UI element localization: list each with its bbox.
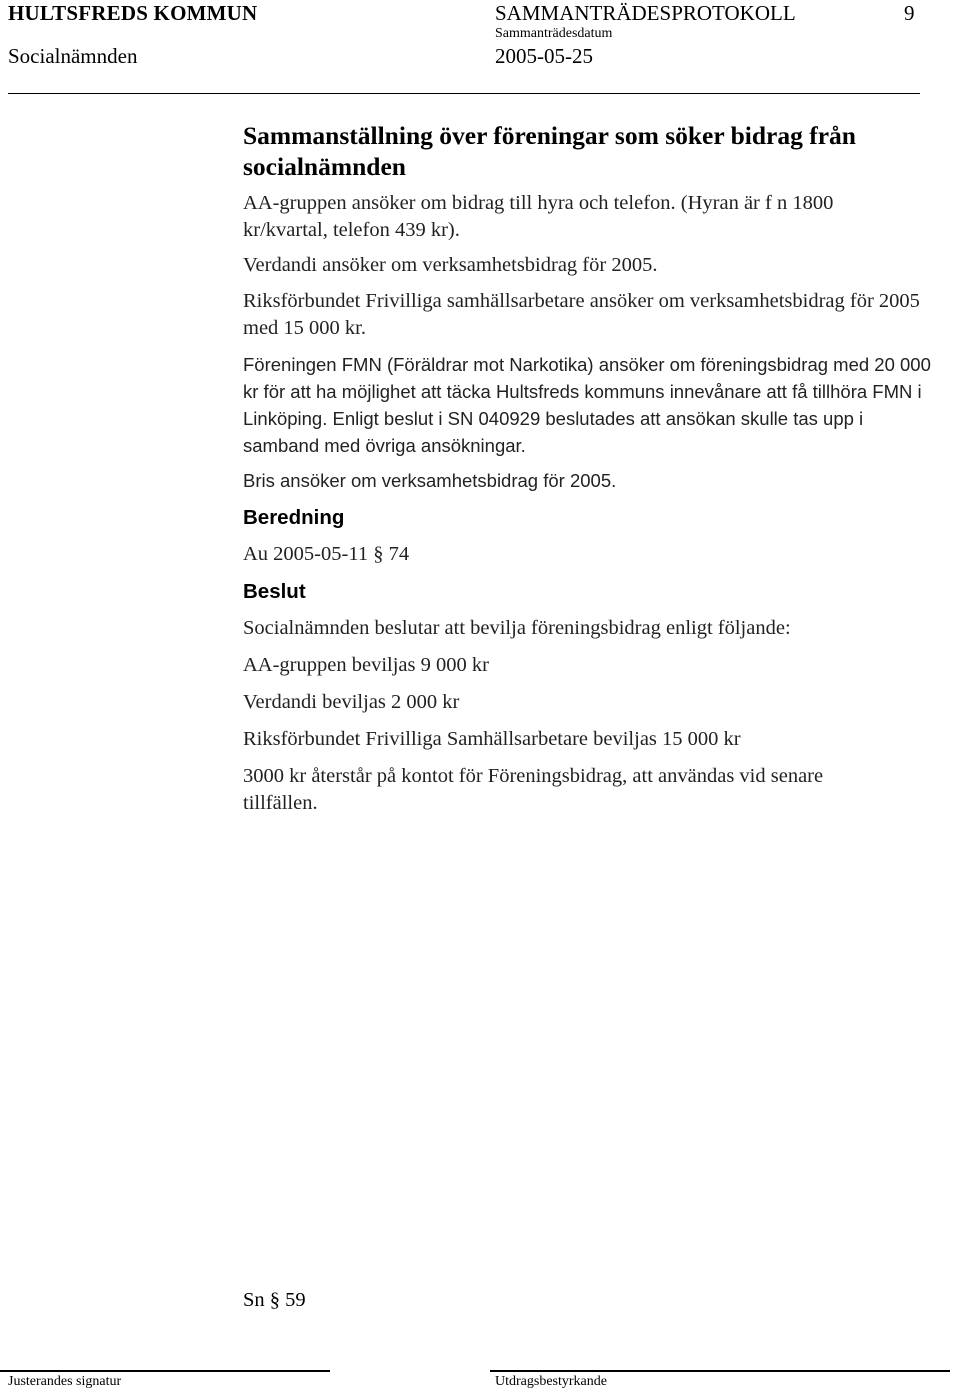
paragraph-bris: Bris ansöker om verksamhetsbidrag för 2005. [243, 470, 617, 491]
paragraph-verdandi: Verdandi ansöker om verksamhetsbidrag för 2005. [243, 254, 658, 276]
paragraph-aa-gruppen: AA-gruppen ansöker om bidrag till hyra och telefon. (Hyran är f n 1800 kr/kvartal, telefon 439 kr). [243, 192, 834, 241]
signature-label: Justerandes signatur [8, 1374, 122, 1389]
beredning-heading: Beredning [243, 506, 345, 529]
beslut-heading: Beslut [243, 580, 306, 603]
org-name: HULTSFREDS KOMMUN [8, 1, 258, 25]
header-rule [8, 93, 920, 94]
beredning-text: Au 2005-05-11 § 74 [243, 543, 410, 565]
page-number: 9 [904, 1, 915, 25]
beslut-intro: Socialnämnden beslutar att bevilja föreningsbidrag enligt följande: [243, 617, 791, 639]
footer-rule-left [0, 1370, 330, 1372]
meeting-date: 2005-05-25 [495, 44, 593, 68]
certification-label: Utdragsbestyrkande [495, 1374, 607, 1389]
page-title: Sammanställning över föreningar som söker bidrag från socialnämnden [243, 121, 856, 181]
paragraph-riksforbundet: Riksförbundet Frivilliga samhällsarbetare ansöker om verksamhetsbidrag för 2005 med 15 000 kr. [243, 290, 920, 339]
main-content [243, 120, 943, 817]
date-label: Sammanträdesdatum [495, 26, 613, 41]
paragraph-fmn: Föreningen FMN (Föräldrar mot Narkotika) ansöker om föreningsbidrag med 20 000 kr för att ha möjlighet att täcka Hultsfreds kommuns innevånare att få tillhöra FMN i Linköping. Enligt beslut i SN 040929 beslutades att ansökan skulle tas upp i samband med övriga ansökningar. [243, 354, 931, 456]
section-reference: Sn § 59 [243, 1289, 306, 1311]
committee-name: Socialnämnden [8, 44, 138, 68]
decision-item: Riksförbundet Frivilliga Samhällsarbetare beviljas 15 000 kr [243, 728, 741, 750]
decision-item: AA-gruppen beviljas 9 000 kr [243, 654, 489, 676]
decision-item: Verdandi beviljas 2 000 kr [243, 691, 460, 713]
document-type: SAMMANTRÄDESPROTOKOLL [495, 1, 796, 25]
footer-rule-right [490, 1370, 950, 1372]
decision-item: 3000 kr återstår på kontot för Föreningsbidrag, att användas vid senare tillfällen. [243, 765, 824, 814]
